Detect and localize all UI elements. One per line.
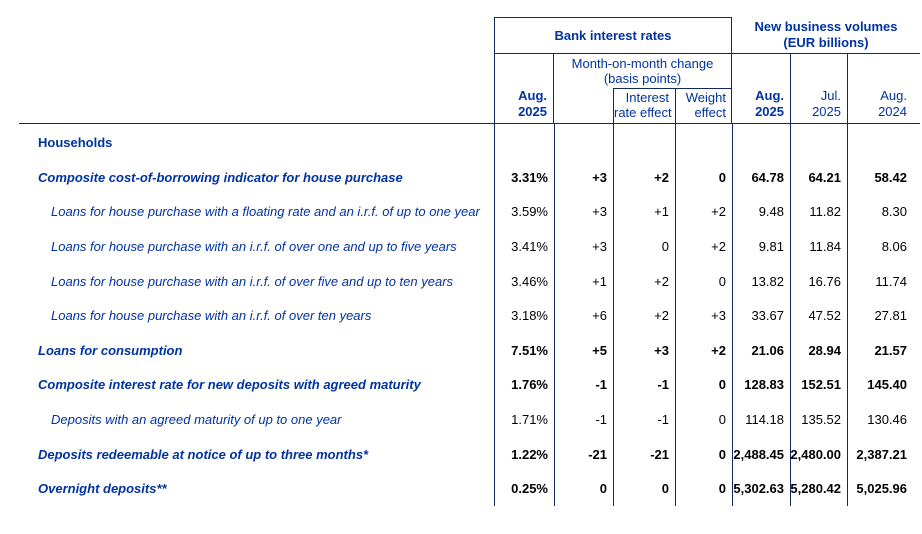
interest-rate-effect-line2: rate effect: [614, 105, 672, 120]
volume-jul-2025-cell: 5,280.42: [790, 471, 847, 506]
column-header-interest-rate-effect: [613, 89, 675, 124]
row-label: Loans for house purchase with an i.r.f. of over ten years: [51, 308, 372, 324]
volume-aug-2024-cell: 11.74: [847, 264, 920, 299]
rate-cell: 3.46%: [494, 264, 554, 299]
rate-cell: 3.59%: [494, 195, 554, 230]
row-label: Composite interest rate for new deposits with agreed maturity: [38, 377, 421, 393]
interest-rate-effect-cell: -1: [613, 402, 675, 437]
column-header-weight-effect: [675, 89, 732, 124]
weight-effect-cell: [675, 124, 732, 160]
weight-effect-cell: +2: [675, 229, 732, 264]
volume-aug-2024-cell: 5,025.96: [847, 471, 920, 506]
column-header-mom-change: [554, 54, 731, 88]
mom-change-cell: +6: [554, 298, 613, 333]
mom-change-cell: +1: [554, 264, 613, 299]
volume-aug-2024-cell: 8.06: [847, 229, 920, 264]
volume-aug-2024-cell: 58.42: [847, 160, 920, 195]
column-header-volume-aug-2024: [847, 54, 920, 124]
volume-aug-2024-cell: 27.81: [847, 298, 920, 333]
rate-cell: 1.76%: [494, 368, 554, 403]
interest-rate-effect-cell: +2: [613, 160, 675, 195]
mom-change-cell: -21: [554, 437, 613, 472]
volume-aug-2025-cell: 21.06: [732, 333, 790, 368]
volume-aug-2025-cell: 13.82: [732, 264, 790, 299]
weight-effect-cell: 0: [675, 264, 732, 299]
column-header-rate-year: 2025: [518, 104, 547, 119]
volume-jul-2025-line1: Jul.: [820, 88, 841, 103]
rate-cell: 3.41%: [494, 229, 554, 264]
weight-effect-cell: 0: [675, 160, 732, 195]
interest-rate-effect-cell: 0: [613, 229, 675, 264]
interest-rate-effect-line1: Interest: [625, 90, 669, 105]
column-header-volume-aug-2025: [732, 54, 790, 124]
volume-aug-2024-cell: 8.30: [847, 195, 920, 230]
interest-rates-table: [19, 17, 920, 506]
mom-change-cell: 0: [554, 471, 613, 506]
mom-change-cell: -1: [554, 368, 613, 403]
interest-rate-effect-cell: +2: [613, 264, 675, 299]
group-header-new-business-volumes: [732, 17, 920, 53]
volume-aug-2024-cell: 21.57: [847, 333, 920, 368]
rate-cell: 3.31%: [494, 160, 554, 195]
rate-cell: 0.25%: [494, 471, 554, 506]
weight-effect-cell: 0: [675, 437, 732, 472]
weight-effect-cell: +2: [675, 333, 732, 368]
interest-rate-effect-cell: 0: [613, 471, 675, 506]
mom-change-cell: +3: [554, 160, 613, 195]
mom-change-cell: -1: [554, 402, 613, 437]
section-label: Households: [38, 134, 113, 150]
volume-aug-2025-cell: 128.83: [732, 368, 790, 403]
volume-aug-2025-line2: 2025: [755, 104, 784, 119]
interest-rate-effect-cell: -21: [613, 437, 675, 472]
volume-jul-2025-cell: [790, 124, 847, 160]
rate-cell: 3.18%: [494, 298, 554, 333]
volume-aug-2024-cell: 2,387.21: [847, 437, 920, 472]
volume-jul-2025-cell: 2,480.00: [790, 437, 847, 472]
weight-effect-cell: +2: [675, 195, 732, 230]
volume-aug-2024-line2: 2024: [878, 104, 907, 119]
table-body: [19, 124, 920, 506]
volume-aug-2025-cell: 9.48: [732, 195, 790, 230]
volume-aug-2025-cell: 9.81: [732, 229, 790, 264]
weight-effect-cell: 0: [675, 471, 732, 506]
volume-jul-2025-cell: 152.51: [790, 368, 847, 403]
volume-aug-2025-line1: Aug.: [755, 88, 784, 103]
volume-aug-2025-cell: 114.18: [732, 402, 790, 437]
row-label: Loans for consumption: [38, 342, 183, 358]
volume-jul-2025-cell: 11.82: [790, 195, 847, 230]
row-label: Deposits with an agreed maturity of up to one year: [51, 411, 342, 427]
mom-change-line2: (basis points): [603, 71, 682, 86]
row-label: Loans for house purchase with an i.r.f. of over one and up to five years: [51, 238, 457, 254]
volume-aug-2024-cell: 130.46: [847, 402, 920, 437]
rate-cell: 1.71%: [494, 402, 554, 437]
group-header-bank-interest-rates: Bank interest rates: [494, 17, 732, 53]
mom-change-line1: Month-on-month change: [571, 56, 714, 71]
group-header-volumes-line1: New business volumes: [754, 19, 898, 34]
interest-rate-effect-cell: +2: [613, 298, 675, 333]
row-label: Deposits redeemable at notice of up to three months*: [38, 446, 369, 462]
row-label: Loans for house purchase with an i.r.f. of over five and up to ten years: [51, 273, 454, 289]
table-header: [19, 17, 920, 124]
weight-effect-cell: 0: [675, 402, 732, 437]
volume-aug-2024-cell: 145.40: [847, 368, 920, 403]
volume-aug-2025-cell: [732, 124, 790, 160]
interest-rate-effect-cell: +1: [613, 195, 675, 230]
weight-effect-line1: Weight: [685, 90, 726, 105]
volume-aug-2025-cell: 2,488.45: [732, 437, 790, 472]
interest-rate-effect-cell: +3: [613, 333, 675, 368]
volume-aug-2024-line1: Aug.: [880, 88, 907, 103]
group-header-volumes-line2: (EUR billions): [783, 35, 869, 50]
interest-rate-effect-cell: [613, 124, 675, 160]
volume-aug-2025-cell: 5,302.63: [732, 471, 790, 506]
column-header-rate-aug-2025: [494, 54, 554, 124]
interest-rate-effect-cell: -1: [613, 368, 675, 403]
mom-change-cell: [554, 124, 613, 160]
weight-effect-cell: 0: [675, 368, 732, 403]
volume-aug-2024-cell: [847, 124, 920, 160]
row-label: Overnight deposits**: [38, 481, 167, 497]
mom-change-subheaders: [613, 88, 732, 124]
volume-jul-2025-line2: 2025: [812, 104, 841, 119]
column-header-rate-aug: Aug.: [518, 88, 547, 103]
mom-change-cell: +3: [554, 195, 613, 230]
volume-jul-2025-cell: 11.84: [790, 229, 847, 264]
rate-cell: [494, 124, 554, 160]
volume-jul-2025-cell: 135.52: [790, 402, 847, 437]
mom-change-cell: +5: [554, 333, 613, 368]
rate-cell: 7.51%: [494, 333, 554, 368]
volume-aug-2025-cell: 33.67: [732, 298, 790, 333]
column-group-mom-change: [554, 54, 732, 124]
volume-jul-2025-cell: 28.94: [790, 333, 847, 368]
weight-effect-cell: +3: [675, 298, 732, 333]
rate-cell: 1.22%: [494, 437, 554, 472]
volume-jul-2025-cell: 47.52: [790, 298, 847, 333]
row-label: Composite cost-of-borrowing indicator for house purchase: [38, 169, 403, 185]
row-label: Loans for house purchase with a floating rate and an i.r.f. of up to one year: [51, 204, 480, 220]
volume-jul-2025-cell: 64.21: [790, 160, 847, 195]
mom-change-cell: +3: [554, 229, 613, 264]
column-header-volume-jul-2025: [790, 54, 847, 124]
weight-effect-line2: effect: [694, 105, 726, 120]
volume-aug-2025-cell: 64.78: [732, 160, 790, 195]
volume-jul-2025-cell: 16.76: [790, 264, 847, 299]
